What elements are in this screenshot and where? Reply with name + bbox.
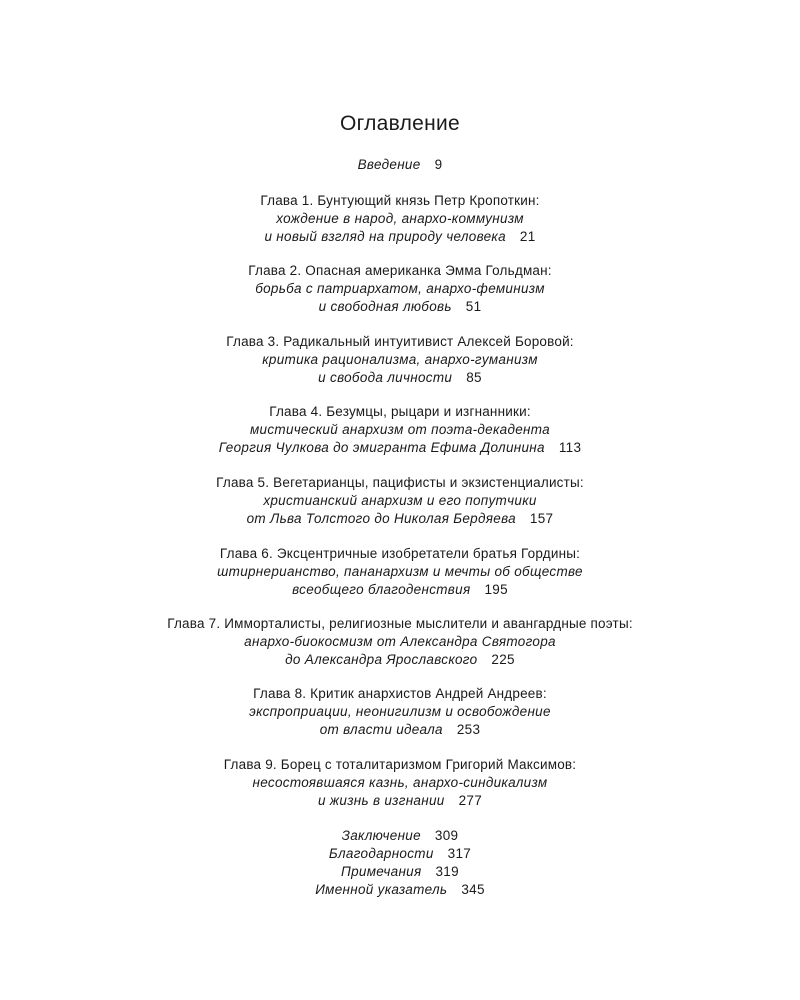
page-number: 319 — [435, 864, 459, 879]
chapter-subtitle-text: и свобода личности — [318, 370, 453, 385]
chapter-heading: Глава 2. Опасная американка Эмма Гольдман: — [248, 263, 552, 278]
chapter-heading: Глава 1. Бунтующий князь Петр Кропоткин: — [260, 193, 540, 208]
page-number: 113 — [558, 440, 582, 455]
chapter-subtitle-last — [0, 651, 800, 669]
chapter-subtitle-text: и свободная любовь — [318, 299, 452, 314]
page-number: 345 — [461, 882, 485, 897]
chapter-subtitle-text: до Александра Ярославского — [285, 652, 478, 667]
chapter-subtitle-last — [0, 439, 800, 457]
chapter-subtitle: критика рационализма, анархо-гуманизм — [262, 352, 538, 367]
chapter-heading: Глава 5. Вегетарианцы, пацифисты и экзистенциалисты: — [216, 475, 584, 490]
toc-back-matter — [0, 827, 800, 899]
chapter-subtitle-last — [0, 581, 800, 599]
chapter-subtitle-text: от Льва Толстого до Николая Бердяева — [246, 511, 516, 526]
chapter-subtitle-last — [0, 369, 800, 387]
chapter-subtitle-last — [0, 721, 800, 739]
page-number: 85 — [466, 370, 482, 385]
chapter-subtitle-text: от власти идеала — [319, 722, 443, 737]
toc-entry-line — [0, 156, 800, 174]
chapter-subtitle-last — [0, 228, 800, 246]
toc-entry-conclusion — [0, 827, 800, 845]
toc-entry-notes — [0, 863, 800, 881]
toc-chapter-4 — [0, 403, 800, 457]
chapter-subtitle-last — [0, 792, 800, 810]
chapter-subtitle-last — [0, 510, 800, 528]
toc-entry-label: Именной указатель — [315, 882, 448, 897]
page-number: 225 — [491, 652, 515, 667]
chapter-subtitle: мистический анархизм от поэта-декадента — [250, 422, 550, 437]
page-number: 51 — [465, 299, 482, 314]
page-number: 9 — [434, 157, 443, 172]
page-number: 253 — [456, 722, 481, 737]
toc-chapter-2 — [0, 262, 800, 316]
toc-entry-label: Заключение — [341, 828, 421, 843]
chapter-subtitle: несостоявшаяся казнь, анархо-синдикализм — [252, 775, 548, 790]
toc-chapter-3 — [0, 333, 800, 387]
toc-entry-introduction — [0, 156, 800, 174]
chapter-heading: Глава 8. Критик анархистов Андрей Андреев: — [253, 686, 547, 701]
chapter-heading: Глава 6. Эксцентричные изобретатели братья Гордины: — [219, 546, 581, 561]
toc-entry-label: Примечания — [341, 864, 422, 879]
chapter-heading: Глава 9. Борец с тоталитаризмом Григорий Максимов: — [223, 757, 577, 772]
chapter-subtitle: анархо-биокосмизм от Александра Святогора — [244, 634, 556, 649]
page-number: 309 — [434, 828, 459, 843]
chapter-subtitle: христианский анархизм и его попутчики — [263, 493, 537, 508]
page-number: 157 — [529, 511, 554, 526]
toc-entry-acknowledgements — [0, 845, 800, 863]
chapter-subtitle-text: и новый взгляд на природу человека — [264, 229, 506, 244]
chapter-subtitle-last — [0, 298, 800, 316]
chapter-heading: Глава 7. Имморталисты, религиозные мыслители и авангардные поэты: — [167, 616, 633, 631]
toc-chapter-5 — [0, 474, 800, 528]
chapter-subtitle-text: и жизнь в изгнании — [317, 793, 445, 808]
chapter-subtitle: экспроприации, неонигилизм и освобождение — [249, 704, 551, 719]
chapter-subtitle-text: Георгия Чулкова до эмигранта Ефима Долинина — [218, 440, 545, 455]
toc-chapter-1 — [0, 192, 800, 246]
toc-chapter-6 — [0, 545, 800, 599]
chapter-subtitle: штирнерианство, пананархизм и мечты об обществе — [217, 564, 583, 579]
toc-chapter-8 — [0, 685, 800, 739]
page-number: 277 — [458, 793, 483, 808]
toc-entry-name-index — [0, 881, 800, 899]
chapter-subtitle: борьба с патриархатом, анархо-феминизм — [255, 281, 545, 296]
page-number: 317 — [447, 846, 472, 861]
toc-entry-label: Благодарности — [328, 846, 434, 861]
page-number: 195 — [484, 582, 508, 597]
chapter-subtitle-text: всеобщего благоденствия — [292, 582, 471, 597]
chapter-subtitle: хождение в народ, анархо-коммунизм — [276, 211, 524, 226]
page-title: Оглавление — [339, 112, 461, 135]
toc-chapter-9 — [0, 756, 800, 810]
chapter-heading: Глава 4. Безумцы, рыцари и изгнанники: — [269, 404, 531, 419]
chapter-heading: Глава 3. Радикальный интуитивист Алексей Боровой: — [226, 334, 574, 349]
toc-chapter-7 — [0, 615, 800, 669]
page-number: 21 — [519, 229, 536, 244]
toc-entry-label: Введение — [357, 157, 421, 172]
